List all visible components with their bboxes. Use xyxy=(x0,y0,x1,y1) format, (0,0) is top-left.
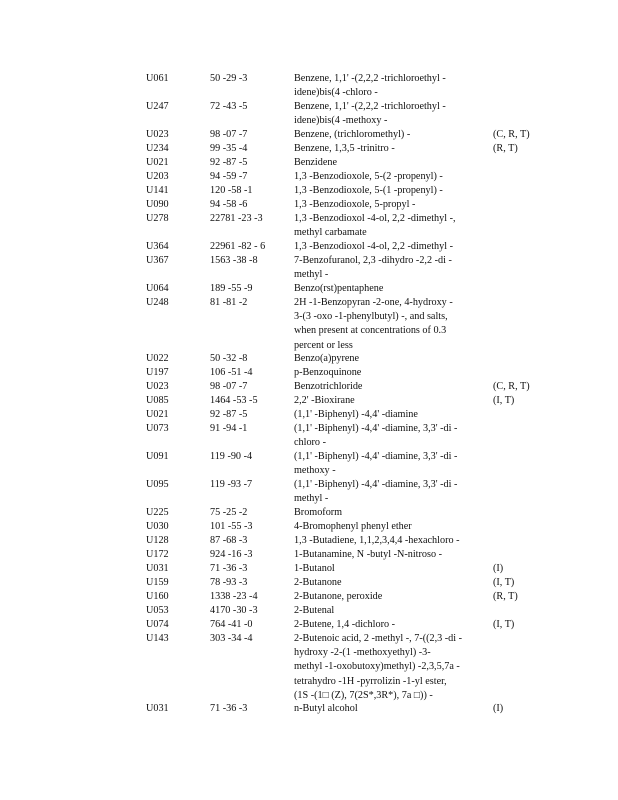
waste-code: U128 xyxy=(146,535,169,546)
substance-name xyxy=(294,618,486,632)
cas-number: 1464 -53 -5 xyxy=(210,395,258,406)
waste-code: U364 xyxy=(146,241,169,252)
substance-name-line: (1,1' -Biphenyl) -4,4' -diamine xyxy=(294,409,418,420)
substance-name-line: tetrahydro -1H -pyrrolizin -1-yl ester, xyxy=(294,675,447,687)
substance-name-line: 1-Butanol xyxy=(294,563,335,574)
cas-number: 189 -55 -9 xyxy=(210,283,253,294)
cas-number: 78 -93 -3 xyxy=(210,577,248,588)
cas-number: 98 -07 -7 xyxy=(210,129,248,140)
cas-number: 87 -68 -3 xyxy=(210,535,248,546)
substance-name-line: 1-Butanamine, N -butyl -N-nitroso - xyxy=(294,549,442,560)
hazard-code: (I) xyxy=(493,703,504,714)
substance-name-line: Benzotrichloride xyxy=(294,381,363,392)
waste-code: U022 xyxy=(146,353,169,364)
waste-code: U021 xyxy=(146,157,169,168)
substance-name xyxy=(294,198,486,212)
substance-name-line: 2H -1-Benzopyran -2-one, 4-hydroxy - xyxy=(294,297,453,308)
substance-name xyxy=(294,702,486,716)
waste-code: U053 xyxy=(146,605,169,616)
cas-number: 91 -94 -1 xyxy=(210,423,248,434)
substance-name xyxy=(294,240,486,254)
waste-code: U064 xyxy=(146,283,169,294)
waste-code: U074 xyxy=(146,619,169,630)
hazard-code: (I) xyxy=(493,563,504,574)
cas-number: 119 -90 -4 xyxy=(210,451,253,462)
waste-code: U023 xyxy=(146,129,169,140)
substance-name-line: 3-(3 -oxo -1-phenylbutyl) -, and salts, xyxy=(294,311,448,323)
substance-name xyxy=(294,394,486,408)
cas-number: 92 -87 -5 xyxy=(210,409,248,420)
waste-code: U367 xyxy=(146,255,169,266)
substance-name xyxy=(294,156,486,170)
substance-name-line: p-Benzoquinone xyxy=(294,367,362,378)
substance-name-line: (1,1' -Biphenyl) -4,4' -diamine, 3,3' -di - xyxy=(294,479,458,490)
substance-name-line: 7-Benzofuranol, 2,3 -dihydro -2,2 -di - xyxy=(294,255,452,266)
waste-code: U090 xyxy=(146,199,169,210)
waste-code: U031 xyxy=(146,703,169,714)
substance-name-line: Bromoform xyxy=(294,507,343,518)
substance-name xyxy=(294,632,486,703)
substance-name xyxy=(294,366,486,380)
waste-code: U203 xyxy=(146,171,169,182)
cas-number: 764 -41 -0 xyxy=(210,619,253,630)
hazard-code: (R, T) xyxy=(493,143,518,154)
cas-number: 4170 -30 -3 xyxy=(210,605,258,616)
cas-number: 94 -58 -6 xyxy=(210,199,248,210)
cas-number: 924 -16 -3 xyxy=(210,549,253,560)
substance-name xyxy=(294,422,486,450)
substance-name xyxy=(294,520,486,534)
cas-number: 81 -81 -2 xyxy=(210,297,248,308)
waste-code: U143 xyxy=(146,633,169,644)
substance-name xyxy=(294,590,486,604)
waste-code: U160 xyxy=(146,591,169,602)
hazard-code: (I, T) xyxy=(493,395,515,406)
substance-name-line: methoxy - xyxy=(294,465,336,477)
waste-code: U248 xyxy=(146,297,169,308)
substance-name-line: n-Butyl alcohol xyxy=(294,703,358,714)
cas-number: 75 -25 -2 xyxy=(210,507,248,518)
waste-code: U061 xyxy=(146,73,169,84)
cas-number: 303 -34 -4 xyxy=(210,633,253,644)
waste-code: U073 xyxy=(146,423,169,434)
substance-name-line: 2-Butenal xyxy=(294,605,335,616)
cas-number: 92 -87 -5 xyxy=(210,157,248,168)
substance-name-line: 4-Bromophenyl phenyl ether xyxy=(294,521,412,532)
substance-name-line: 1,3 -Butadiene, 1,1,2,3,4,4 -hexachloro - xyxy=(294,535,460,546)
substance-name-line: methyl -1-oxobutoxy)methyl) -2,3,5,7a - xyxy=(294,661,460,673)
substance-name-line: 1,3 -Benzodioxole, 5-propyl - xyxy=(294,199,416,210)
waste-code: U141 xyxy=(146,185,169,196)
cas-number: 71 -36 -3 xyxy=(210,703,248,714)
substance-name-line: Benzene, (trichloromethyl) - xyxy=(294,129,411,140)
substance-name xyxy=(294,380,486,394)
substance-name xyxy=(294,100,486,128)
substance-name-line: 2-Butanone xyxy=(294,577,342,588)
waste-code: U247 xyxy=(146,101,169,112)
substance-name xyxy=(294,450,486,478)
substance-name xyxy=(294,142,486,156)
waste-code: U023 xyxy=(146,381,169,392)
waste-code: U030 xyxy=(146,521,169,532)
substance-name-line: methyl - xyxy=(294,269,329,281)
cas-number: 1563 -38 -8 xyxy=(210,255,258,266)
substance-name-line: idene)bis(4 -methoxy - xyxy=(294,115,388,127)
cas-number: 119 -93 -7 xyxy=(210,479,253,490)
waste-code: U225 xyxy=(146,507,169,518)
waste-code: U172 xyxy=(146,549,169,560)
substance-name-line: percent or less xyxy=(294,339,353,351)
substance-name xyxy=(294,604,486,618)
cas-number: 72 -43 -5 xyxy=(210,101,248,112)
substance-name-line: Benzene, 1,1' -(2,2,2 -trichloroethyl - xyxy=(294,73,446,84)
hazard-code: (I, T) xyxy=(493,577,515,588)
substance-name xyxy=(294,408,486,422)
substance-name-line: (1,1' -Biphenyl) -4,4' -diamine, 3,3' -di - xyxy=(294,423,458,434)
waste-code: U197 xyxy=(146,367,169,378)
substance-name-line: Benzo(a)pyrene xyxy=(294,353,360,364)
substance-name-line: when present at concentrations of 0.3 xyxy=(294,325,447,337)
substance-name-line: hydroxy -2-(1 -methoxyethyl) -3- xyxy=(294,647,431,659)
substance-name-line: Benzene, 1,3,5 -trinitro - xyxy=(294,143,395,154)
cas-number: 99 -35 -4 xyxy=(210,143,248,154)
substance-name-line: Benzo(rst)pentaphene xyxy=(294,283,384,294)
substance-name xyxy=(294,128,486,142)
hazard-code: (C, R, T) xyxy=(493,129,530,140)
substance-name xyxy=(294,352,486,366)
substance-name xyxy=(294,562,486,576)
substance-name-line: 2-Butanone, peroxide xyxy=(294,591,383,602)
cas-number: 22781 -23 -3 xyxy=(210,213,263,224)
substance-name-line: Benzene, 1,1' -(2,2,2 -trichloroethyl - xyxy=(294,101,446,112)
substance-name-line: Benzidene xyxy=(294,157,337,168)
substance-name xyxy=(294,254,486,282)
substance-name-line: 1,3 -Benzodioxol -4-ol, 2,2 -dimethyl - xyxy=(294,241,454,252)
waste-code: U159 xyxy=(146,577,169,588)
substance-name-line: 1,3 -Benzodioxole, 5-(2 -propenyl) - xyxy=(294,171,443,182)
cas-number: 50 -29 -3 xyxy=(210,73,248,84)
substance-name-line: (1S -(1□ (Z), 7(2S*,3R*), 7a □)) - xyxy=(294,689,433,701)
hazard-code: (R, T) xyxy=(493,591,518,602)
substance-name-line: (1,1' -Biphenyl) -4,4' -diamine, 3,3' -di - xyxy=(294,451,458,462)
substance-name xyxy=(294,170,486,184)
substance-name xyxy=(294,548,486,562)
cas-number: 106 -51 -4 xyxy=(210,367,253,378)
substance-name xyxy=(294,478,486,506)
waste-code: U095 xyxy=(146,479,169,490)
hazard-code: (I, T) xyxy=(493,619,515,630)
substance-name-line: 1,3 -Benzodioxole, 5-(1 -propenyl) - xyxy=(294,185,443,196)
cas-number: 50 -32 -8 xyxy=(210,353,248,364)
substance-name-line: 2,2' -Bioxirane xyxy=(294,395,355,406)
waste-code: U234 xyxy=(146,143,169,154)
substance-name-line: chloro - xyxy=(294,437,326,449)
substance-name-line: 1,3 -Benzodioxol -4-ol, 2,2 -dimethyl -, xyxy=(294,213,456,224)
cas-number: 71 -36 -3 xyxy=(210,563,248,574)
cas-number: 98 -07 -7 xyxy=(210,381,248,392)
substance-name-line: methyl - xyxy=(294,493,329,505)
substance-name xyxy=(294,576,486,590)
substance-name xyxy=(294,506,486,520)
waste-code: U021 xyxy=(146,409,169,420)
cas-number: 22961 -82 - 6 xyxy=(210,241,266,252)
cas-number: 120 -58 -1 xyxy=(210,185,253,196)
substance-name xyxy=(294,282,486,296)
substance-name xyxy=(294,212,486,240)
substance-name-line: methyl carbamate xyxy=(294,227,367,239)
cas-number: 1338 -23 -4 xyxy=(210,591,258,602)
waste-code: U091 xyxy=(146,451,169,462)
cas-number: 94 -59 -7 xyxy=(210,171,248,182)
waste-code: U031 xyxy=(146,563,169,574)
substance-name-line: 2-Butene, 1,4 -dichloro - xyxy=(294,619,395,630)
substance-name xyxy=(294,534,486,548)
waste-code: U278 xyxy=(146,213,169,224)
waste-code: U085 xyxy=(146,395,169,406)
substance-name-line: 2-Butenoic acid, 2 -methyl -, 7-((2,3 -di - xyxy=(294,633,463,644)
cas-number: 101 -55 -3 xyxy=(210,521,253,532)
substance-name xyxy=(294,184,486,198)
substance-name xyxy=(294,72,486,100)
substance-name-line: idene)bis(4 -chloro - xyxy=(294,87,378,99)
hazard-code: (C, R, T) xyxy=(493,381,530,392)
substance-name xyxy=(294,296,486,353)
